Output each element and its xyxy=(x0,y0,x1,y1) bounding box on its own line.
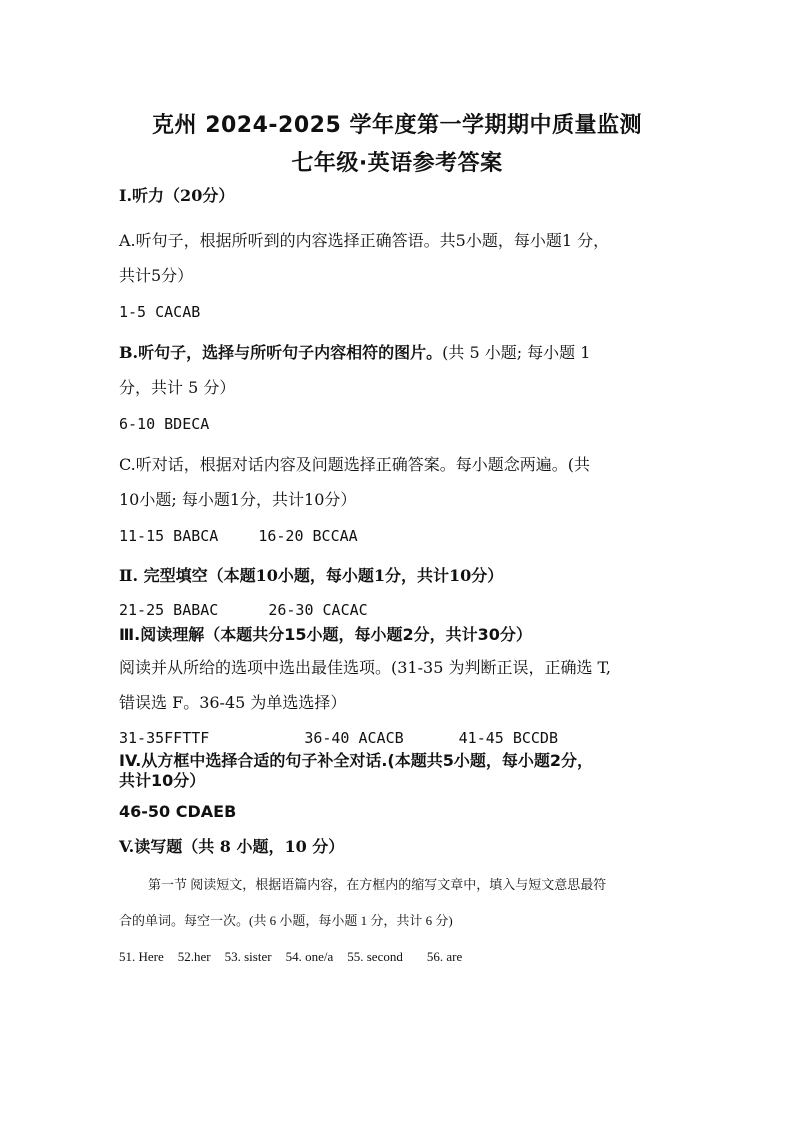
listening-c-answers-2: 16-20 BCCAA xyxy=(258,527,358,545)
document-title: 克州 2024-2025 学年度第一学期期中质量监测 xyxy=(152,113,642,138)
listening-b-instruction-bold: B.听句子，选择与所听句子内容相符的图片。 xyxy=(119,343,443,362)
dialogue-answers: 46-50 CDAEB xyxy=(119,802,237,821)
section-dialogue-heading-1: IV.从方框中选择合适的句子补全对话.(本题共5小题，每小题2分， xyxy=(119,751,594,770)
listening-a-answers: 1-5 CACAB xyxy=(119,303,201,321)
section-listening-heading: I.听力（20分） xyxy=(119,186,235,205)
cloze-answers-1: 21-25 BABAC xyxy=(119,601,219,619)
listening-b-instruction-normal: (共 5 小题; 每小题 1 xyxy=(442,343,591,362)
cloze-answers-2: 26-30 CACAC xyxy=(268,601,368,619)
reading-instruction-1: 阅读并从所给的选项中选出最佳选项。(31-35 为判断正误，正确选 T, xyxy=(119,658,611,677)
listening-a-instruction-1: A.听句子，根据所听到的内容选择正确答语。共5小题，每小题1 分， xyxy=(119,231,610,250)
listening-c-answers-1: 11-15 BABCA xyxy=(119,527,219,545)
writing-answer-56: 56. are xyxy=(426,949,463,964)
cloze-answers xyxy=(119,601,679,619)
section-dialogue-heading-2: 共计10分） xyxy=(119,771,206,790)
writing-instruction-1: 第一节 阅读短文，根据语篇内容，在方框内的缩写文章中，填入与短文意思最符 xyxy=(148,877,607,892)
section-reading-heading: Ⅲ.阅读理解（本题共分15小题，每小题2分，共计30分） xyxy=(119,625,532,644)
writing-answer-51: 51. Here xyxy=(119,949,164,964)
writing-answer-52: 52.her xyxy=(177,949,211,964)
reading-answers xyxy=(119,729,679,747)
writing-instruction-2: 合的单词。每空一次。(共 6 小题，每小题 1 分，共计 6 分) xyxy=(119,913,453,928)
section-cloze-heading: Ⅱ. 完型填空（本题10小题，每小题1分，共计10分） xyxy=(119,566,504,585)
reading-answers-3: 41-45 BCCDB xyxy=(458,729,558,747)
listening-c-instruction-1: C.听对话，根据对话内容及问题选择正确答案。每小题念两遍。(共 xyxy=(119,455,591,474)
writing-answer-54: 54. one/a xyxy=(285,949,334,964)
listening-c-instruction-2: 10小题; 每小题1分，共计10分） xyxy=(119,490,357,509)
listening-c-answers xyxy=(119,527,679,545)
reading-answers-1: 31-35FFTTF xyxy=(119,729,210,747)
section-writing-heading: V.读写题（共 8 小题，10 分） xyxy=(119,837,345,856)
reading-instruction-2: 错误选 F。36-45 为单选选择） xyxy=(119,693,347,712)
listening-b-instruction-1 xyxy=(119,340,679,363)
writing-answers xyxy=(119,949,679,965)
listening-b-instruction-2: 分，共计 5 分） xyxy=(119,378,236,397)
listening-a-instruction-2: 共计5分） xyxy=(119,266,194,285)
document-subtitle: 七年级·英语参考答案 xyxy=(291,151,503,176)
writing-answer-53: 53. sister xyxy=(224,949,272,964)
writing-answer-55: 55. second xyxy=(347,949,403,964)
reading-answers-2: 36-40 ACACB xyxy=(304,729,404,747)
listening-b-answers: 6-10 BDECA xyxy=(119,415,210,433)
